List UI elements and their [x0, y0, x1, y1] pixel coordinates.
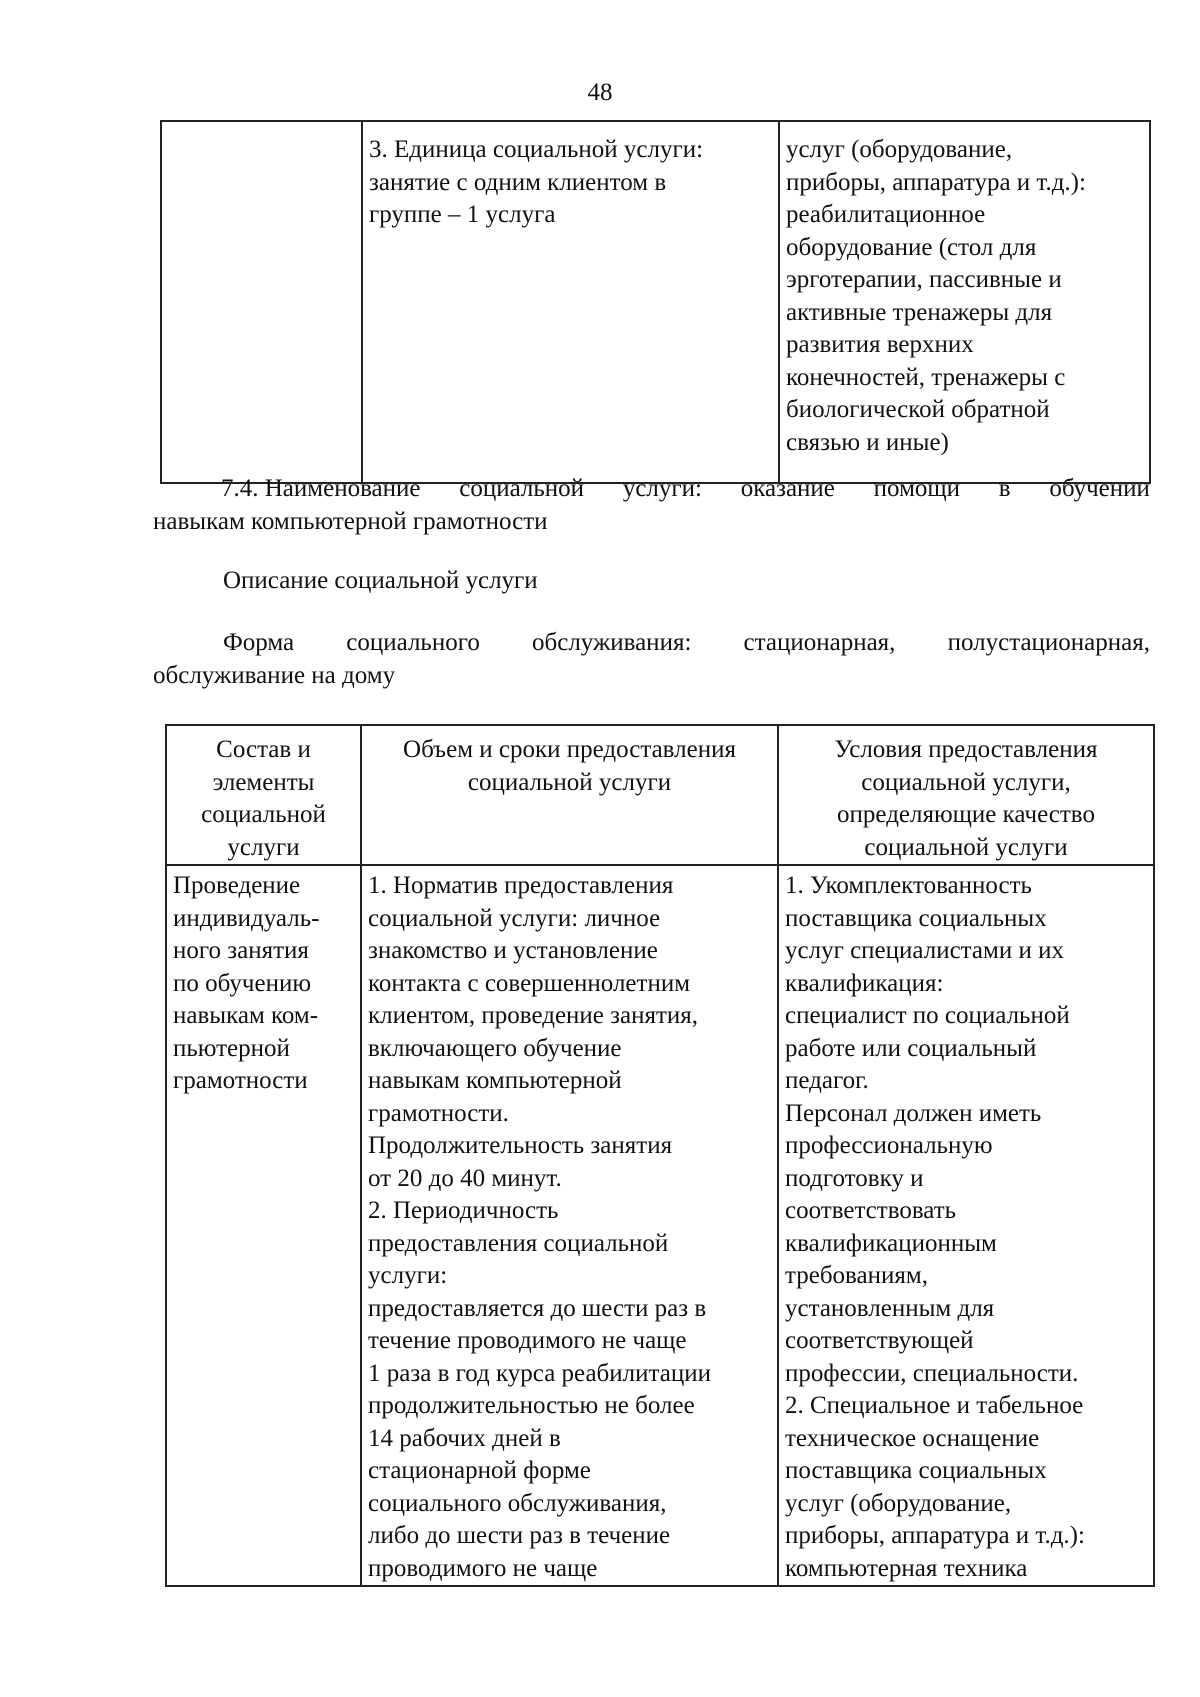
text-line: Проведение: [173, 872, 301, 899]
text-line: услуг специалистами и их: [785, 937, 1064, 964]
text-line: ного занятия: [173, 937, 309, 964]
text-line: включающего обучение: [368, 1034, 622, 1062]
table-cell-unit: [362, 121, 779, 483]
header-volume-terms: [361, 725, 778, 865]
text-line: предоставляется до шести раз в: [368, 1294, 707, 1322]
text-line: услуги:: [368, 1262, 448, 1289]
text-word: стационарная,: [743, 629, 896, 656]
text-line: грамотности.: [368, 1099, 509, 1127]
section-title: [153, 473, 1150, 538]
table-row: [161, 121, 1150, 483]
text-line: элементы: [212, 768, 315, 796]
text-line: Продолжительность занятия: [368, 1132, 673, 1159]
text-line: Объем и сроки предоставления: [403, 736, 736, 763]
text-line: по обучению: [173, 969, 312, 997]
text-line: 1 раза в год курса реабилитации: [368, 1359, 711, 1387]
table-cell-equipment: [779, 121, 1150, 483]
text-line: социальной услуги: [467, 768, 672, 796]
text-line: клиентом, проведение занятия,: [368, 1002, 699, 1029]
text-line: услуг (оборудование,: [786, 136, 1013, 163]
text-line: активные тренажеры для: [786, 298, 1053, 326]
text-word: социального: [346, 629, 480, 656]
table-row: [166, 865, 1154, 1586]
cell-composition: [166, 865, 361, 1586]
page-number: 48: [587, 79, 613, 106]
text-line: эрготерапии, пассивные и: [786, 266, 1062, 293]
text-line: биологической обратной: [786, 396, 1050, 423]
text-line: профессиональную: [785, 1132, 993, 1159]
text-word: полустационарная,: [947, 629, 1150, 656]
text-line: предоставления социальной: [368, 1229, 669, 1257]
text-line: 3. Единица социальной услуги:: [369, 136, 704, 163]
section-title-line-2: навыкам компьютерной грамотности: [153, 507, 548, 535]
text-line: либо до шести раз в течение: [368, 1522, 671, 1549]
text-word: Форма: [223, 629, 295, 656]
text-line: квалификация:: [785, 969, 944, 997]
text-line: продолжительностью не более: [368, 1392, 695, 1419]
text-line: подготовку и: [785, 1164, 924, 1192]
service-form-line-1: [153, 627, 1150, 660]
text-line: Условия предоставления: [834, 736, 1098, 763]
text-line: социальной услуги: [864, 833, 1068, 861]
text-line: оборудование (стол для: [786, 233, 1037, 261]
text-line: 1. Укомплектованность: [785, 872, 1032, 899]
text-word: помощи: [873, 475, 961, 502]
text-word: 7.4. Наименование: [221, 475, 421, 502]
text-word: услуги:: [622, 475, 702, 502]
text-line: навыкам ком-: [173, 1002, 319, 1029]
text-line: социальной: [201, 801, 326, 828]
text-line: требованиям,: [785, 1262, 928, 1289]
text-line: течение проводимого не чаще: [368, 1327, 687, 1354]
text-word: социальной: [459, 475, 585, 502]
text-line: 2. Специальное и табельное: [785, 1392, 1084, 1419]
text-line: 1. Норматив предоставления: [368, 872, 674, 899]
header-composition: [166, 725, 361, 865]
text-word: обслуживания:: [532, 629, 692, 656]
text-line: развития верхних: [786, 331, 974, 358]
text-line: социального обслуживания,: [368, 1489, 667, 1517]
text-line: услуги: [227, 833, 300, 861]
text-line: знакомство и установление: [368, 937, 658, 964]
table-header-row: [166, 725, 1154, 865]
cell-conditions: [778, 865, 1154, 1586]
section-title-line-1: [153, 473, 1150, 506]
text-line: навыкам компьютерной: [368, 1067, 622, 1094]
text-line: компьютерная техника: [785, 1554, 1028, 1582]
text-line: стационарной форме: [368, 1457, 591, 1484]
text-line: социальной услуги,: [861, 768, 1071, 796]
text-line: определяющие качество: [837, 801, 1095, 828]
text-line: конечностей, тренажеры с: [786, 363, 1066, 391]
text-line: Состав и: [216, 736, 311, 763]
text-line: услуг (оборудование,: [785, 1489, 1012, 1517]
text-line: 2. Периодичность: [368, 1197, 559, 1224]
text-line: индивидуаль-: [173, 904, 320, 932]
text-line: техническое оснащение: [785, 1424, 1040, 1452]
service-table: [165, 724, 1155, 1587]
continuation-table: [160, 120, 1151, 484]
text-line: контакта с совершеннолетним: [368, 969, 691, 997]
table-cell-empty: [161, 121, 362, 483]
text-line: 14 рабочих дней в: [368, 1424, 561, 1452]
text-line: приборы, аппаратура и т.д.):: [785, 1522, 1085, 1549]
description-label: Описание социальной услуги: [223, 567, 538, 594]
text-line: соответствовать: [785, 1197, 957, 1224]
text-line: приборы, аппаратура и т.д.):: [786, 168, 1086, 196]
service-form: [153, 627, 1150, 692]
text-line: педагог.: [785, 1067, 869, 1094]
text-line: группе – 1 услуга: [369, 201, 556, 228]
text-line: социальной услуги: личное: [368, 904, 661, 932]
text-line: грамотности: [173, 1067, 308, 1094]
text-line: установленным для: [785, 1294, 995, 1322]
text-line: от 20 до 40 минут.: [368, 1164, 562, 1192]
text-line: Персонал должен иметь: [785, 1099, 1042, 1127]
text-line: проводимого не чаще: [368, 1554, 598, 1582]
cell-volume-terms: [361, 865, 778, 1586]
text-word: обучении: [1049, 475, 1150, 502]
text-line: работе или социальный: [785, 1034, 1037, 1062]
text-line: профессии, специальности.: [785, 1359, 1079, 1387]
header-conditions: [778, 725, 1154, 865]
text-word: оказание: [740, 475, 835, 502]
text-line: пьютерной: [173, 1034, 290, 1062]
service-form-line-2: обслуживание на дому: [153, 661, 396, 689]
text-line: поставщика социальных: [785, 904, 1047, 932]
text-line: реабилитационное: [786, 201, 986, 228]
text-line: поставщика социальных: [785, 1457, 1047, 1484]
text-word: в: [998, 475, 1011, 502]
text-line: занятие с одним клиентом в: [369, 168, 667, 196]
text-line: связью и иные): [786, 428, 949, 456]
text-line: специалист по социальной: [785, 1002, 1070, 1029]
text-line: соответствующей: [785, 1327, 974, 1354]
text-line: квалификационным: [785, 1229, 997, 1257]
